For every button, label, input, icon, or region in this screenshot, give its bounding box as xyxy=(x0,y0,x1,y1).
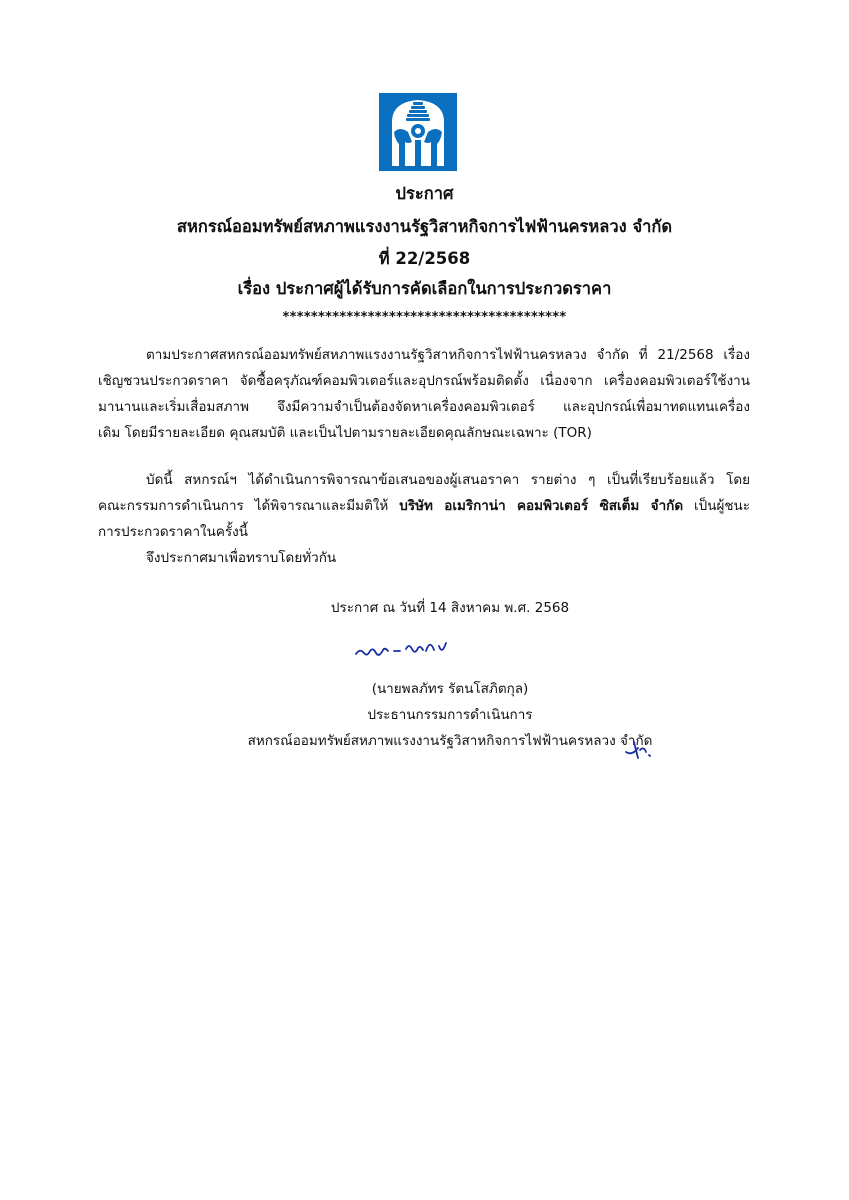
handwritten-initial-icon xyxy=(622,736,654,760)
signatory-name: (นายพลภัทร รัตนโสภิตกุล) xyxy=(371,681,529,697)
winning-company: บริษัท อเมริกาน่า คอมพิวเตอร์ ซิสเต็ม จำกัด xyxy=(399,498,684,514)
paragraph-text: คณะกรรมการดำเนินการ ได้พิจารณาและมีมติให้ xyxy=(98,498,400,514)
paragraph-line: มานานและเริ่มเสื่อมสภาพ จึงมีความจำเป็นต้องจัดหาเครื่องคอมพิวเตอร์ และอุปกรณ์เพื่อมาทดแทนเครื่อง xyxy=(98,399,750,415)
announcement-subject: เรื่อง ประกาศผู้ได้รับการคัดเลือกในการประกวดราคา xyxy=(237,279,612,298)
paragraph-line: บัดนี้ สหกรณ์ฯ ได้ดำเนินการพิจารณาข้อเสนอของผู้เสนอราคา รายต่าง ๆ เป็นที่เรียบร้อยแล้ว โดย xyxy=(146,472,750,488)
paragraph-result xyxy=(98,467,750,571)
announcement-number: ที่ 22/2568 xyxy=(378,249,471,268)
separator-line: **************************************** xyxy=(282,310,567,325)
paragraph-background xyxy=(98,342,750,446)
paragraph-line: ตามประกาศสหกรณ์ออมทรัพย์สหภาพแรงงานรัฐวิสาหกิจการไฟฟ้านครหลวง จำกัด ที่ 21/2568 เรื่อง xyxy=(146,347,750,363)
closing-statement: จึงประกาศมาเพื่อทราบโดยทั่วกัน xyxy=(146,550,337,566)
paragraph-line: เดิม โดยมีรายละเอียด คุณสมบัติ และเป็นไปตามรายละเอียดคุณลักษณะเฉพาะ (TOR) xyxy=(98,425,592,441)
handwritten-signature-icon xyxy=(354,636,454,664)
paragraph-line: การประกวดราคาในครั้งนี้ xyxy=(98,524,248,540)
announcement-title: ประกาศ xyxy=(395,184,454,203)
signatory-organization: สหกรณ์ออมทรัพย์สหภาพแรงงานรัฐวิสาหกิจการไฟฟ้านครหลวง จำกัด xyxy=(247,733,653,749)
paragraph-line: เชิญชวนประกวดราคา จัดซื้อครุภัณฑ์คอมพิวเตอร์และอุปกรณ์พร้อมติดตั้ง เนื่องจาก เครื่องคอมพิวเตอร์ใช้งาน xyxy=(98,373,750,389)
paragraph-text: เป็นผู้ชนะ xyxy=(683,498,750,514)
announcement-date: ประกาศ ณ วันที่ 14 สิงหาคม พ.ศ. 2568 xyxy=(330,600,570,616)
cooperative-emblem-icon xyxy=(378,92,458,172)
paragraph-line xyxy=(98,493,750,519)
signatory-position: ประธานกรรมการดำเนินการ xyxy=(367,707,533,723)
organization-name: สหกรณ์ออมทรัพย์สหภาพแรงงานรัฐวิสาหกิจการไฟฟ้านครหลวง จำกัด xyxy=(176,217,673,236)
